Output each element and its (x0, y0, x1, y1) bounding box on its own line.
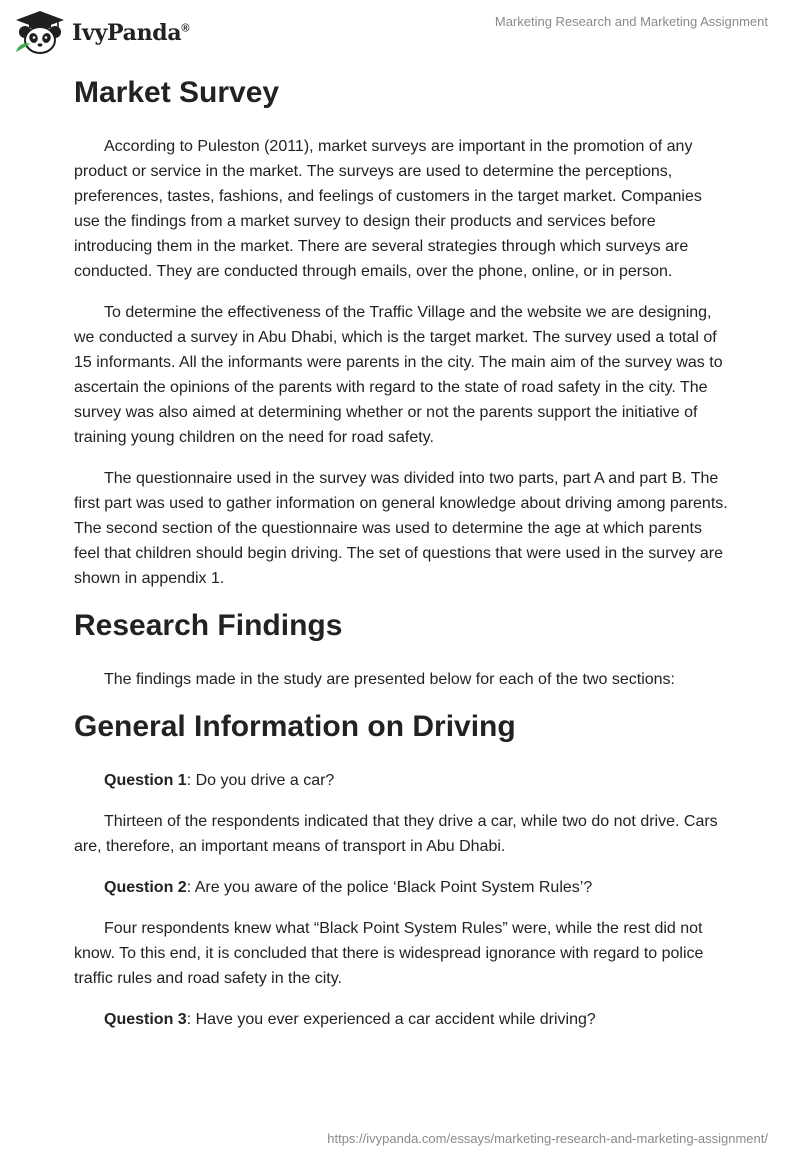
document-title: Marketing Research and Marketing Assignment (494, 14, 768, 29)
question-label: Question 2 (104, 879, 187, 896)
question-label: Question 3 (104, 1011, 187, 1028)
ivypanda-logo[interactable] (14, 10, 189, 56)
source-url-link[interactable]: https://ivypanda.com/essays/marketing-research-and-marketing-assignment/ (327, 1131, 768, 1146)
question-1 (74, 768, 730, 793)
answer-1: Thirteen of the respondents indicated that they drive a car, while two do not drive. Cars are, therefore, an important means of transport in Abu Dhabi. (74, 813, 718, 855)
question-text: : Are you aware of the police ‘Black Point System Rules’? (186, 879, 593, 896)
paragraph: The findings made in the study are presented below for each of the two sections: (104, 671, 675, 688)
question-3 (74, 1007, 730, 1032)
page-header (0, 0, 800, 70)
article-body (74, 70, 730, 1032)
question-label: Question 1 (104, 772, 187, 789)
question-text: : Have you ever experienced a car accident while driving? (186, 1011, 596, 1028)
heading-market-survey: Market Survey (74, 76, 280, 109)
paragraph: To determine the effectiveness of the Traffic Village and the website we are designing, we conducted a survey in Abu Dhabi, which is the target market. The survey used a total of 15 informants. All the informants were parents in the city. The main aim of the survey was to ascertain the opinions of the parents with regard to the state of road safety in the city. The survey was also aimed at determining whether or not the parents support the initiative of training young children on the need for road safety. (74, 304, 723, 446)
answer-2: Four respondents knew what “Black Point System Rules” were, while the rest did not know. To this end, it is concluded that there is widespread ignorance with regard to police traffic rules and road safety in the city. (74, 920, 704, 987)
heading-general-information: General Information on Driving (74, 710, 516, 743)
question-text: : Do you drive a car? (186, 772, 335, 789)
paragraph: According to Puleston (2011), market surveys are important in the promotion of any product or service in the market. The surveys are used to determine the perceptions, preferences, tastes, fashions, and feelings of customers in the target market. Companies use the findings from a market survey to design their products and services before introducing them in the market. There are several strategies through which surveys are conducted. They are conducted through emails, over the phone, online, or in person. (74, 138, 702, 280)
brand-name: IvyPanda® (72, 20, 190, 46)
paragraph: The questionnaire used in the survey was divided into two parts, part A and part B. The first part was used to gather information on general knowledge about driving among parents. The second section of the questionnaire was used to determine the age at which parents feel that children should begin driving. The set of questions that were used in the survey are shown in appendix 1. (74, 470, 728, 587)
heading-research-findings: Research Findings (74, 609, 343, 642)
panda-graduate-icon (14, 10, 66, 56)
question-2 (74, 875, 730, 900)
